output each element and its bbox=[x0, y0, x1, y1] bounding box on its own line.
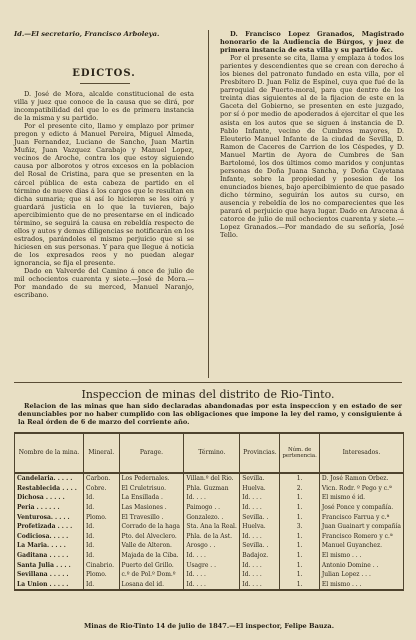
title-divider bbox=[80, 83, 130, 84]
interested: Antonio Domine . . bbox=[319, 560, 403, 570]
mineral: Id. bbox=[83, 580, 119, 591]
interested: El mismo é id. bbox=[319, 493, 403, 503]
section-divider bbox=[14, 382, 402, 383]
section-intro bbox=[18, 402, 402, 426]
province: Id. . . . bbox=[240, 532, 280, 542]
mines-table bbox=[14, 432, 404, 591]
inspector-signature: Minas de Rio-Tinto 14 de julio de 1847.—El inspector, Felipe Bauza. bbox=[83, 622, 334, 630]
number: 1. bbox=[280, 580, 319, 591]
table-row bbox=[15, 473, 404, 484]
table-row bbox=[15, 541, 404, 551]
place: El Travesillo . bbox=[119, 512, 184, 522]
interested: Vicn. Rodr. º Pego y c.ª bbox=[319, 484, 403, 494]
mineral: Cinabrio. bbox=[83, 560, 119, 570]
mine-name: Gaditana . . . . . bbox=[15, 551, 84, 561]
term: Villan.º del Rio. bbox=[184, 473, 240, 484]
header-province: Provincias. bbox=[240, 433, 280, 473]
mineral: Id. bbox=[83, 551, 119, 561]
table-row bbox=[15, 580, 404, 591]
province: Huelva. bbox=[240, 484, 280, 494]
edictos-title: EDICTOS. bbox=[72, 68, 136, 79]
left-edict bbox=[14, 90, 194, 299]
table-row bbox=[15, 512, 404, 522]
interested: José Ponce y compañía. bbox=[319, 503, 403, 513]
term: Usagre . . bbox=[184, 560, 240, 570]
edict-paragraph: Por el presente cito, llamo y emplazo por primer pregon y edicto á Manuel Pereira, Miguel Almeda, Juan Fernandez, Luciano de Sancho, Juan Martin Muñiz, Juan Vazquez Carabajo y Manuel Lopez, vecinos de Aroche, contra los que estoy siguiendo causa por alborotos y otros excesos en la poblacion del Rosal de Cristina, para que se presenten en la cárcel pública de esta cabeza de partido en el término de nueve dias á los cargos que le resultan en dicha sumaria; que si así lo hicieren se les oirá y guardará justicia en lo que la tuvieren, bajo apercibimiento que de no presentarse en el indicado término, se seguirá la causa en rebeldía respecto de ellos y autos y demas diligencias se notificarán en los estrados, parándoles el mismo perjuicio que si se hiciesen en sus personas. Y para que llegue á noticia de los expresados reos y no puedan alegar ignorancia, se fija el presente. bbox=[14, 122, 194, 267]
province: Sevilla. bbox=[240, 473, 280, 484]
interested: D. José Ramon Orbez. bbox=[319, 473, 403, 484]
header-mine-name: Nombre de la mina. bbox=[15, 433, 84, 473]
mine-name: Codiciosa. . . . . bbox=[15, 532, 84, 542]
term: Id. . . . bbox=[184, 493, 240, 503]
province: Huelva. bbox=[240, 522, 280, 532]
place: Las Masiones . bbox=[119, 503, 184, 513]
edict-paragraph: Dado en Valverde del Camino á once de julio de mil ochocientos cuarenta y siete.—José de Mora.—Por mandado de su merced, Manuel Naranjo, escribano. bbox=[14, 267, 194, 300]
mine-name: Dichosa . . . . . bbox=[15, 493, 84, 503]
place: Pto. del Alveclero. bbox=[119, 532, 184, 542]
place: Los Pedernales. bbox=[119, 473, 184, 484]
interested: El mismo . . . bbox=[319, 551, 403, 561]
term: Id. . . . bbox=[184, 570, 240, 580]
interested: El mismo . . . bbox=[319, 580, 403, 591]
intro-paragraph: Relacion de las minas que han sido declaradas abandonadas por esta inspeccion y en estado de ser denunciables por no haber cumplido con las obligaciones que impone la ley del ramo, y consiguiente á la Real órden de 6 de marzo del corriente año. bbox=[18, 402, 402, 427]
term: Sta. Ana la Real. bbox=[184, 522, 240, 532]
table-row bbox=[15, 493, 404, 503]
number: 1. bbox=[280, 503, 319, 513]
interested: Francisco Farrua y c.ª bbox=[319, 512, 403, 522]
mine-name: Candelaria. . . . . bbox=[15, 473, 84, 484]
interested: Manuel Guyanchez. bbox=[319, 541, 403, 551]
interested: Julian Lopez . . . bbox=[319, 570, 403, 580]
mineral: Id. bbox=[83, 541, 119, 551]
interested: Francisco Romero y c.ª bbox=[319, 532, 403, 542]
table-row bbox=[15, 532, 404, 542]
place: c.º de Pol.º Dom.º bbox=[119, 570, 184, 580]
number: 1. bbox=[280, 551, 319, 561]
mine-name: Profetizada . . . . bbox=[15, 522, 84, 532]
section-title: Inspeccion de minas del distrito de Rio-Tinto. bbox=[81, 388, 335, 401]
number: 1. bbox=[280, 560, 319, 570]
mineral: Id. bbox=[83, 493, 119, 503]
table-header-row bbox=[15, 433, 404, 473]
edict-paragraph: D. José de Mora, alcalde constitucional de esta villa y juez que conoce de la causa que se dirá, por incompatibilidad del que lo es de primera instancia de la misma y su partido. bbox=[14, 90, 194, 123]
term: Phla. de la Ast. bbox=[184, 532, 240, 542]
mine-name: Restablecida . . . . bbox=[15, 484, 84, 494]
header-interested: Interesados. bbox=[319, 433, 403, 473]
mineral: Id. bbox=[83, 532, 119, 542]
term: Phla. Guzman bbox=[184, 484, 240, 494]
mineral: Id. bbox=[83, 503, 119, 513]
table-row bbox=[15, 484, 404, 494]
place: Majada de la Ciba. bbox=[119, 551, 184, 561]
province: Id. . . . bbox=[240, 560, 280, 570]
mine-name: La Maria. . . . . bbox=[15, 541, 84, 551]
province: Id. . . . bbox=[240, 503, 280, 513]
term: Id. . . . bbox=[184, 551, 240, 561]
header-mineral: Mineral. bbox=[83, 433, 119, 473]
mine-name: Santa Julia . . . . bbox=[15, 560, 84, 570]
number: 3. bbox=[280, 522, 319, 532]
mineral: Carbon. bbox=[83, 473, 119, 484]
place: Puerto del Grillo. bbox=[119, 560, 184, 570]
header-place: Parage. bbox=[119, 433, 184, 473]
number: 1. bbox=[280, 570, 319, 580]
province: Id. . . . bbox=[240, 580, 280, 591]
province: Badajoz. bbox=[240, 551, 280, 561]
edict-paragraph: D. Francisco Lopez Granados, Magistrado honorario de la Audiencia de Búrgos, y juez de primera instancia de esta villa y su partido &c. bbox=[220, 30, 404, 55]
table-row bbox=[15, 570, 404, 580]
secretary-line: Id.—El secretario, Francisco Arboleya. bbox=[14, 30, 160, 38]
term: Id. . . . bbox=[184, 580, 240, 591]
place: Valle de Alteron. bbox=[119, 541, 184, 551]
table-row bbox=[15, 551, 404, 561]
header-term: Término. bbox=[184, 433, 240, 473]
header-number: Núm. de pertenencia. bbox=[280, 433, 319, 473]
place: Losana del id. bbox=[119, 580, 184, 591]
province: Id. . . . bbox=[240, 570, 280, 580]
number: 1. bbox=[280, 512, 319, 522]
mine-name: Peria . . . . . . bbox=[15, 503, 84, 513]
place: El Cruletrisuo. bbox=[119, 484, 184, 494]
mineral: Cobre. bbox=[83, 484, 119, 494]
term: Arosgo . . bbox=[184, 541, 240, 551]
mineral: Id. bbox=[83, 522, 119, 532]
place: Corrado de la haga bbox=[119, 522, 184, 532]
place: La Ensillada . bbox=[119, 493, 184, 503]
edict-paragraph: Por el presente se cita, llama y emplaza á todos los parientes y descendientes que se crean con derecho á los bienes del patronato fundado en esta villa, por el Presbítero D. Juan Feliz de Espinel, cuya que fué de la parroquial de Puerto-moral, para que dentro de los treinta dias siguientes al de la fijacion de este en la Gaceta del Gobierno, se presenten en este juzgado, por sí ó por medio de apoderados á ejercitar el que les asista en los autos que se siguen á instancia de D. Pablo Infante, vecino de Cumbres mayores, D. Eleuterio Manuel Infante de la ciudad de Sevilla, D. Ramon de Caceres de Carrion de los Céspedes, y D. Manuel Martin de Ayora de Cumbres de San Bartolomé, los dos últimos como maridos y conjuntas personas de Doña Juana Sancha, y Doña Cayetana Infante, sobre la propiedad y posesion de los enunciados bienes, bajo apercibimiento de que pasado dicho término, seguirán los autos su curso, en ausencia y rebeldía de los no comparecientes que les parará el perjuicio que haya lugar. Dado en Aracena á catorce de julio de mil ochocientos cuarenta y siete.—Lopez Granados.—Por mandado de su señoría, José Tello. bbox=[220, 54, 404, 240]
interested: Juan Guainart y compañía bbox=[319, 522, 403, 532]
table-row bbox=[15, 560, 404, 570]
province: Sevilla. . bbox=[240, 512, 280, 522]
column-divider bbox=[208, 30, 209, 378]
province: Id. . . . bbox=[240, 493, 280, 503]
right-edict bbox=[220, 30, 404, 239]
number: 2. bbox=[280, 484, 319, 494]
table-row bbox=[15, 522, 404, 532]
mine-name: La Union . . . . . bbox=[15, 580, 84, 591]
table-row bbox=[15, 503, 404, 513]
province: Sevilla. . bbox=[240, 541, 280, 551]
mineral: Plomo. bbox=[83, 512, 119, 522]
number: 1. bbox=[280, 532, 319, 542]
term: Gonzalezo. . bbox=[184, 512, 240, 522]
term: Paimogo . . bbox=[184, 503, 240, 513]
number: 1. bbox=[280, 473, 319, 484]
number: 1. bbox=[280, 541, 319, 551]
mineral: Plomo. bbox=[83, 570, 119, 580]
mine-name: Venturosa. . . . . bbox=[15, 512, 84, 522]
mine-name: Sevillana . . . . . bbox=[15, 570, 84, 580]
number: 1. bbox=[280, 493, 319, 503]
